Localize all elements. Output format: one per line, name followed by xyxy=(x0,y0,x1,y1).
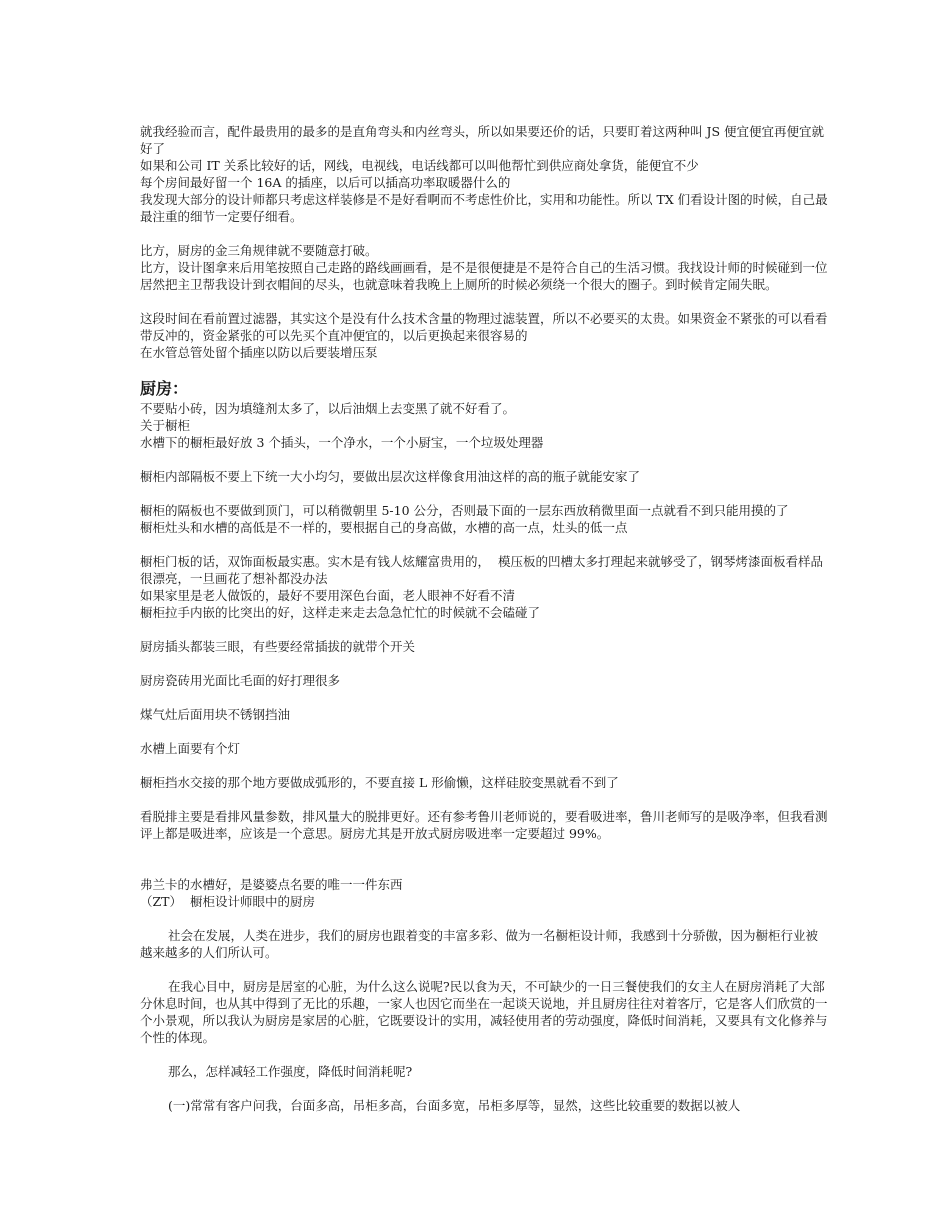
text-line: 弗兰卡的水槽好，是婆婆点名要的唯一一件东西 xyxy=(140,877,403,892)
text-line: 比方，设计图拿来后用笔按照自己走路的路线画画看，是不是很便捷是不是符合自己的生活习惯。我找设计师的时候碰到一位居然把主卫帮我设计到衣帽间的尽头，也就意味着我晚上上厕所的时候必须绕一个很大的圈子。到时候肯定闹失眠。 xyxy=(140,260,828,292)
text-line: 就我经验而言，配件最贵用的最多的是直角弯头和内丝弯头，所以如果要还价的话，只要盯着这两种叫 JS 便宜便宜再便宜就好了 xyxy=(140,124,825,156)
blank-line xyxy=(140,655,830,672)
text-line: 关于橱柜 xyxy=(140,418,191,433)
blank-line xyxy=(140,1080,830,1097)
text-line: 那么，怎样减轻工作强度，降低时间消耗呢? xyxy=(168,1064,413,1079)
document-page xyxy=(140,123,830,1114)
text-line: 橱柜的隔板也不要做到顶门，可以稍微朝里 5-10 公分，否则最下面的一层东西放稍微里面一点就看不到只能用摸的了 xyxy=(140,503,789,518)
text-line: 水槽下的橱柜最好放 3 个插头，一个净水，一个小厨宝，一个垃圾处理器 xyxy=(140,435,544,450)
text-line: 社会在发展，人类在进步，我们的厨房也跟着变的丰富多彩、做为一名橱柜设计师，我感到十分骄傲，因为橱柜行业被越来越多的人们所认可。 xyxy=(140,928,819,960)
text-line: 橱柜挡水交接的那个地方要做成弧形的，不要直接 L 形偷懒，这样硅胶变黑就看不到了 xyxy=(140,775,619,790)
blank-line xyxy=(140,536,830,553)
text-line: 水槽上面要有个灯 xyxy=(140,741,241,756)
blank-line xyxy=(140,757,830,774)
blank-line xyxy=(140,689,830,706)
text-line: 橱柜拉手内嵌的比突出的好，这样走来走去急急忙忙的时候就不会磕碰了 xyxy=(140,605,541,620)
blank-line xyxy=(140,842,830,859)
blank-line xyxy=(140,1046,830,1063)
text-line: 如果家里是老人做饭的，最好不要用深色台面，老人眼神不好看不清 xyxy=(140,588,516,603)
text-line: 橱柜内部隔板不要上下统一大小均匀，要做出层次这样像食用油这样的高的瓶子就能安家了 xyxy=(140,469,641,484)
text-line: 看脱排主要是看排风量参数，排风量大的脱排更好。还有参考鲁川老师说的，要看吸进率，鲁川老师写的是吸净率，但我看测评上都是吸进率，应该是一个意思。厨房尤其是开放式厨房吸进率一定要超过 99%。 xyxy=(140,809,828,841)
blank-line xyxy=(140,791,830,808)
blank-line xyxy=(140,485,830,502)
blank-line xyxy=(140,859,830,876)
blank-line xyxy=(140,451,830,468)
text-line: 这段时间在看前置过滤器，其实这个是没有什么技术含量的物理过滤装置，所以不必要买的太贵。如果资金不紧张的可以看看带反冲的，资金紧张的可以先买个直冲便宜的，以后更换起来很容易的 xyxy=(140,311,828,343)
text-line: 在我心目中，厨房是居室的心脏，为什么这么说呢?民以食为天，不可缺少的一日三餐使我们的女主人在厨房消耗了大部分休息时间，也从其中得到了无比的乐趣，一家人也因它而坐在一起谈天说地，并且厨房往往对着客厅，它是客人们欣赏的一个小景观，所以我认为厨房是家居的心脏，它既要设计的实用，减轻使用者的劳动强度，降低时间消耗，又要具有文化修养与个性的体现。 xyxy=(140,979,828,1045)
text-line: 不要贴小砖，因为填缝剂太多了，以后油烟上去变黑了就不好看了。 xyxy=(140,401,516,416)
section-heading: 厨房： xyxy=(140,379,189,398)
text-line: 厨房插头都装三眼，有些要经常插拔的就带个开关 xyxy=(140,639,416,654)
blank-line xyxy=(140,723,830,740)
text-line: （ZT） 橱柜设计师眼中的厨房 xyxy=(140,894,315,909)
text-line: (一)常常有客户问我，台面多高，吊柜多高，台面多宽，吊柜多厚等，显然，这些比较重要的数据以被人 xyxy=(168,1098,741,1113)
text-line: 如果和公司 IT 关系比较好的话，网线，电视线，电话线都可以叫他帮忙到供应商处拿货，能便宜不少 xyxy=(140,158,699,173)
blank-line xyxy=(140,961,830,978)
text-line: 橱柜灶头和水槽的高低是不一样的，要根据自己的身高做，水槽的高一点，灶头的低一点 xyxy=(140,520,628,535)
text-line: 在水管总管处留个插座以防以后要装增压泵 xyxy=(140,345,378,360)
text-line: 比方，厨房的金三角规律就不要随意打破。 xyxy=(140,243,378,258)
text-line: 橱柜门板的话，双饰面板最实惠。实木是有钱人炫耀富贵用的， 模压板的凹槽太多打理起来就够受了，钢琴烤漆面板看样品很漂亮，一旦画花了想补都没办法 xyxy=(140,554,823,586)
text-line: 厨房瓷砖用光面比毛面的好打理很多 xyxy=(140,673,341,688)
text-line: 每个房间最好留一个 16A 的插座，以后可以插高功率取暖器什么的 xyxy=(140,175,511,190)
blank-line xyxy=(140,910,830,927)
text-line: 我发现大部分的设计师都只考虑这样装修是不是好看啊而不考虑性价比，实用和功能性。所以 TX 们看设计图的时候，自己最最注重的细节一定要仔细看。 xyxy=(140,192,828,224)
blank-line xyxy=(140,293,830,310)
blank-line xyxy=(140,225,830,242)
blank-line xyxy=(140,361,830,378)
text-line: 煤气灶后面用块不锈钢挡油 xyxy=(140,707,291,722)
blank-line xyxy=(140,621,830,638)
